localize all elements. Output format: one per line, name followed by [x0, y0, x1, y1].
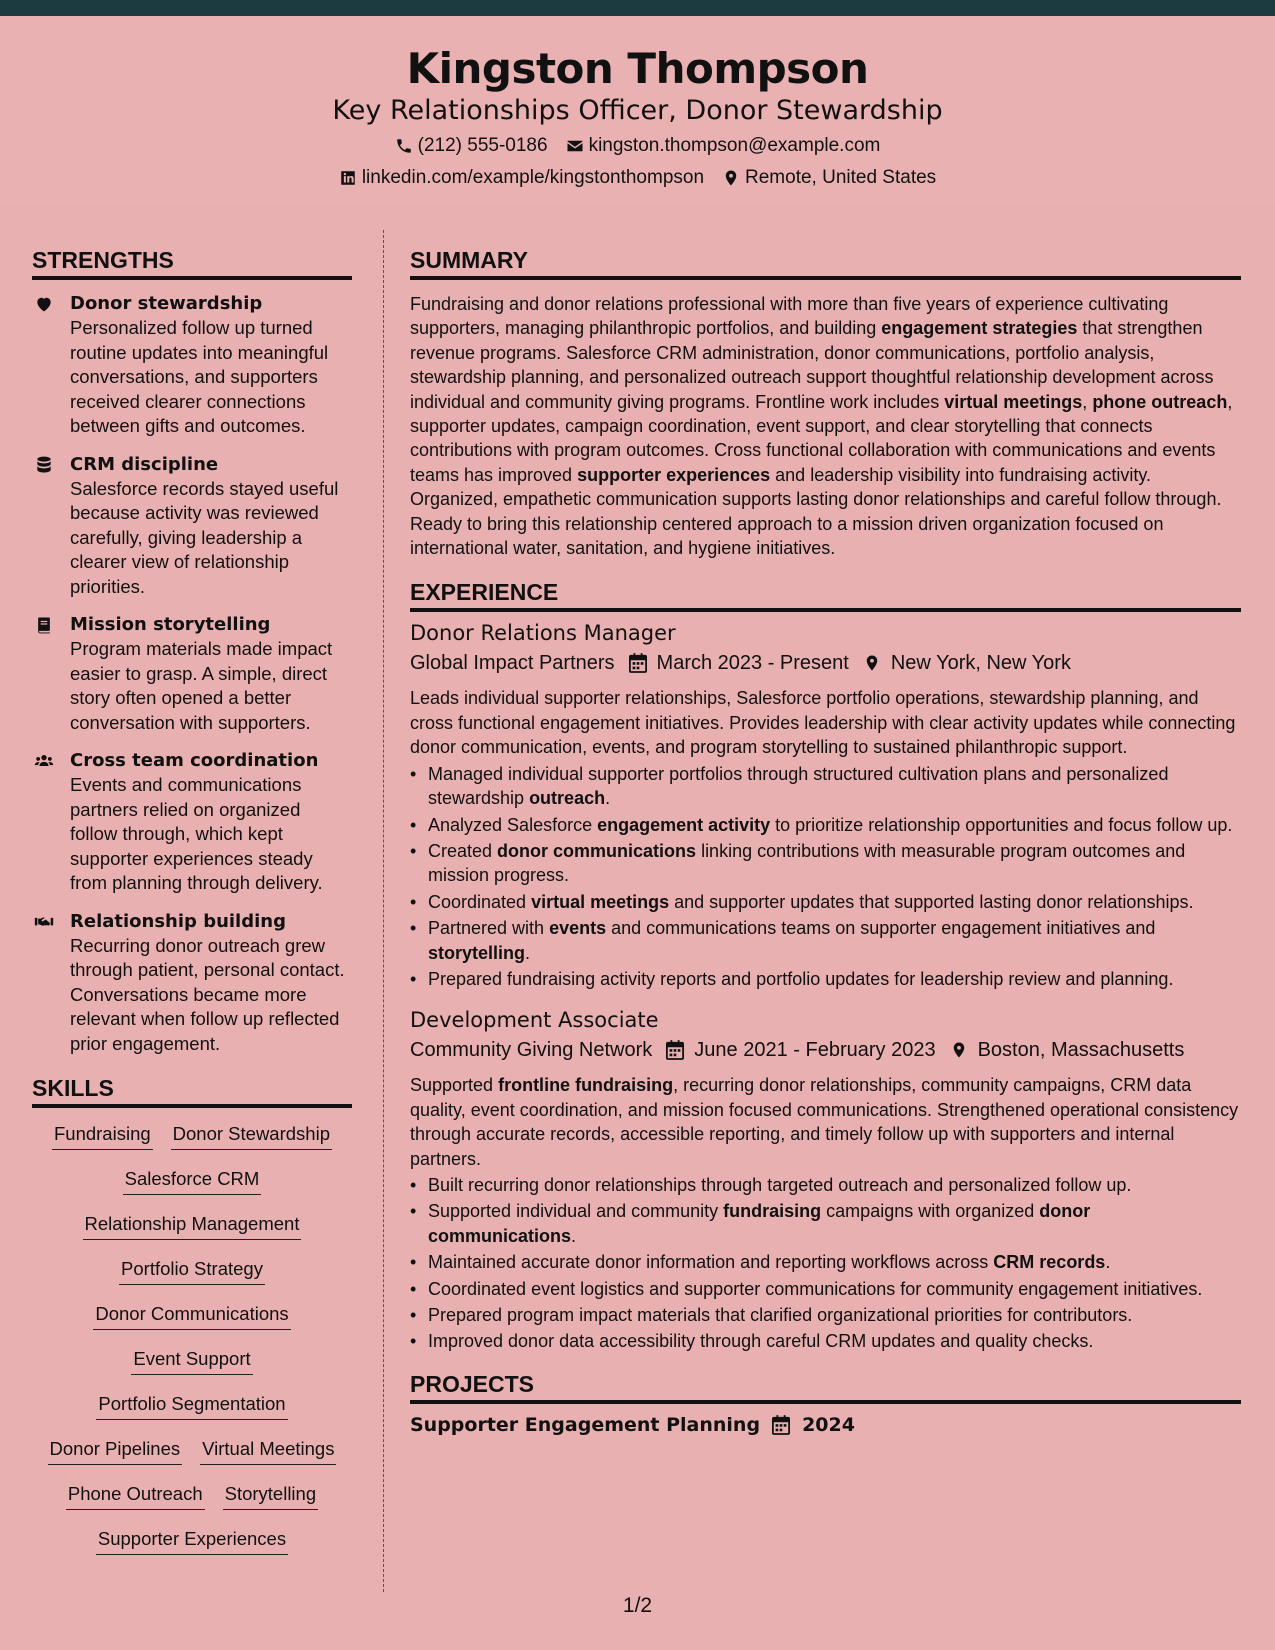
bold-text: supporter experiences — [577, 464, 771, 485]
text-run: , — [1082, 391, 1093, 412]
skill-row — [32, 1392, 352, 1420]
skill-tag: Phone Outreach — [66, 1482, 205, 1510]
text-run: Prepared program impact materials that clarified organizational priorities for contributors. — [428, 1305, 1133, 1325]
strength-item — [32, 910, 352, 1057]
bold-text: engagement strategies — [881, 318, 1078, 339]
skill-tag: Donor Communications — [93, 1302, 290, 1330]
text-run: Improved donor data accessibility through careful CRM updates and quality checks. — [428, 1331, 1094, 1352]
bold-text: donor communications — [428, 1201, 1091, 1246]
skill-tag: Portfolio Segmentation — [96, 1392, 287, 1420]
bullet-item — [410, 839, 1241, 888]
location-text: Remote, United States — [745, 167, 937, 188]
text-run: and leadership visibility into fundraising activity. Organized, empathetic communication supports lasting donor relationships and careful follow through. Ready to bring this relationship centered approach to a mission driven organization focused on international water, sanitation, and hygiene initiatives. — [410, 464, 1222, 559]
text-run: Managed individual supporter portfolios through structured cultivation plans and personalized stewardship — [428, 763, 1169, 809]
skill-row — [32, 1167, 352, 1195]
bullet-item — [410, 1250, 1241, 1274]
text-run: Prepared fundraising activity reports and portfolio updates for leadership review and planning. — [428, 968, 1174, 989]
bold-text: donor communications — [497, 840, 697, 861]
resume-header — [0, 16, 1275, 204]
project-entry — [410, 1410, 1241, 1440]
bold-text: fundraising — [723, 1201, 822, 1222]
skill-tag: Fundraising — [52, 1122, 153, 1150]
job-entry — [410, 618, 1241, 991]
skill-tag: Portfolio Strategy — [119, 1257, 265, 1285]
text-run: Coordinated — [428, 891, 532, 912]
projects-heading: PROJECTS — [410, 1368, 1241, 1404]
strength-desc: Recurring donor outreach grew through patient, personal contact. Conversations became more relevant when follow up reflected prior engagement. — [70, 934, 345, 1054]
skill-tag: Donor Stewardship — [171, 1122, 332, 1150]
strength-title: Cross team coordination — [70, 750, 319, 771]
strengths-heading: STRENGTHS — [32, 244, 352, 280]
skill-tag: Salesforce CRM — [123, 1167, 262, 1195]
handshake-icon — [34, 912, 54, 932]
bold-text: events — [549, 918, 607, 939]
bold-text: outreach — [529, 788, 606, 809]
bold-text: engagement activity — [597, 814, 771, 835]
text-run: linking contributions with measurable program outcomes and mission progress. — [428, 840, 1186, 886]
users-icon — [34, 751, 54, 771]
envelope-icon — [566, 137, 584, 155]
job-dates: March 2023 - Present — [656, 652, 849, 675]
job-company: Community Giving Network — [410, 1039, 653, 1062]
job-bullets — [410, 1173, 1241, 1354]
summary-text — [410, 292, 1241, 560]
skill-tag: Donor Pipelines — [48, 1437, 183, 1465]
contact-linkedin[interactable] — [339, 166, 704, 190]
summary-heading: SUMMARY — [410, 244, 1241, 280]
bullet-item — [410, 1199, 1241, 1248]
phone-icon — [395, 137, 413, 155]
project-title: Supporter Engagement Planning — [410, 1413, 761, 1436]
skill-tag: Relationship Management — [83, 1212, 302, 1240]
text-run: . — [605, 788, 611, 809]
column-divider — [383, 230, 384, 1592]
bold-text: virtual meetings — [531, 891, 670, 912]
text-run: Maintained accurate donor information and reporting workflows across — [428, 1252, 994, 1273]
book-icon — [34, 615, 54, 635]
heart-icon — [34, 294, 54, 314]
strength-title: CRM discipline — [70, 453, 219, 475]
strength-item — [32, 613, 352, 735]
strength-title: Relationship building — [70, 910, 286, 932]
text-run: , supporter updates, campaign coordination, event support, and clear storytelling that connects contributions with program outcomes. Cross functional collaboration with communications and events teams has improved — [410, 391, 1233, 485]
bullet-item — [410, 916, 1241, 965]
strength-title: Mission storytelling — [70, 614, 271, 635]
text-run: campaigns with organized — [821, 1201, 1040, 1222]
text-run: Coordinated event logistics and supporter communications for community engagement initiatives. — [428, 1278, 1203, 1299]
map-pin-icon — [863, 653, 881, 673]
job-title: Development Associate — [410, 1008, 659, 1033]
bold-text: phone outreach — [1092, 391, 1228, 412]
bullet-item — [410, 813, 1241, 837]
page-number: 1/2 — [622, 1594, 653, 1617]
right-column — [410, 244, 1241, 1440]
bold-text: storytelling — [428, 942, 526, 963]
strength-item — [32, 292, 352, 439]
skill-tag: Supporter Experiences — [96, 1527, 288, 1555]
skills-list — [32, 1122, 352, 1555]
job-description — [410, 686, 1241, 759]
text-run: and communications teams on supporter engagement initiatives and — [606, 918, 1156, 939]
bullet-item — [410, 762, 1241, 811]
job-meta — [410, 648, 1241, 678]
calendar-icon — [772, 1415, 790, 1435]
map-pin-icon — [950, 1040, 968, 1060]
text-run: Partnered with — [428, 918, 550, 939]
strength-desc: Personalized follow up turned routine updates into meaningful conversations, and supporters received clearer connections between gifts and outcomes. — [70, 317, 329, 436]
strength-desc: Salesforce records stayed useful because activity was reviewed carefully, giving leadership a clearer view of relationship priorities. — [70, 477, 339, 597]
linkedin-text: linkedin.com/example/kingstonthompson — [361, 167, 705, 188]
candidate-name: Kingston Thompson — [406, 44, 869, 93]
strength-title: Donor stewardship — [70, 293, 263, 314]
contact-location — [722, 166, 936, 190]
skill-tag: Event Support — [131, 1347, 252, 1375]
database-icon — [34, 455, 54, 475]
skill-tag: Storytelling — [223, 1482, 319, 1510]
contact-row-1 — [0, 134, 1275, 158]
job-location: New York, New York — [890, 652, 1071, 675]
text-run: and supporter updates that supported lasting donor relationships. — [669, 891, 1194, 912]
calendar-icon — [629, 653, 647, 673]
strength-item — [32, 453, 352, 600]
strength-desc: Events and communications partners relied on organized follow through, which kept supporter experiences steady from planning through delivery. — [70, 774, 323, 893]
email-text: kingston.thompson@example.com — [588, 135, 881, 156]
job-location: Boston, Massachusetts — [977, 1039, 1185, 1062]
bold-text: CRM records — [993, 1252, 1106, 1273]
skill-row — [32, 1302, 352, 1330]
strength-desc: Program materials made impact easier to grasp. A simple, direct story often opened a better conversation with supporters. — [70, 638, 333, 733]
left-column — [32, 244, 352, 1572]
bullet-item — [410, 1173, 1241, 1197]
skill-row — [32, 1347, 352, 1375]
text-run: . — [525, 942, 531, 963]
bullet-item — [410, 1277, 1241, 1301]
top-accent-bar — [0, 0, 1275, 16]
bold-text: frontline fundraising — [498, 1075, 674, 1096]
bullet-item — [410, 967, 1241, 991]
skill-tag: Virtual Meetings — [200, 1437, 336, 1465]
contact-phone[interactable] — [395, 134, 548, 158]
skill-row — [32, 1122, 352, 1150]
bullet-item — [410, 1303, 1241, 1327]
text-run: Leads individual supporter relationships, Salesforce portfolio operations, stewardship planning, and cross functional engagement initiatives. Provides leadership with clear activity updates while connecting donor communication, events, and program storytelling to sustained philanthropic support. — [410, 688, 1236, 758]
project-year: 2024 — [802, 1413, 855, 1436]
text-run: Created — [428, 840, 498, 861]
job-title: Donor Relations Manager — [410, 621, 676, 646]
text-run: that strengthen revenue programs. Salesforce CRM administration, donor communications, portfolio analysis, stewardship planning, and personalized outreach support thoughtful relationship development across individual and community giving programs. Frontline work includes — [410, 318, 1214, 412]
job-entry — [410, 1005, 1241, 1353]
linkedin-icon — [339, 169, 357, 187]
experience-heading: EXPERIENCE — [410, 576, 1241, 612]
skill-row — [32, 1212, 352, 1240]
candidate-title: Key Relationships Officer, Donor Stewardship — [332, 95, 943, 126]
text-run: . — [571, 1225, 577, 1246]
text-run: , recurring donor relationships, community campaigns, CRM data quality, event coordination, and mission focused communications. Strengthened operational consistency through accurate records, accessible reporting, and timely follow up with supporters and internal partners. — [410, 1075, 1239, 1169]
calendar-icon — [666, 1040, 684, 1060]
bold-text: virtual meetings — [944, 391, 1083, 412]
skill-row — [32, 1527, 352, 1555]
contact-row-2 — [0, 166, 1275, 190]
text-run: Built recurring donor relationships through targeted outreach and personalized follow up. — [428, 1174, 1132, 1195]
job-company: Global Impact Partners — [410, 652, 615, 675]
skill-row — [32, 1482, 352, 1510]
skill-row — [32, 1257, 352, 1285]
skill-row — [32, 1437, 352, 1465]
text-run: . — [1105, 1252, 1111, 1273]
strength-item — [32, 749, 352, 896]
text-run: to prioritize relationship opportunities and focus follow up. — [770, 814, 1233, 835]
map-pin-icon — [722, 169, 740, 187]
phone-text: (212) 555-0186 — [417, 135, 548, 156]
bullet-item — [410, 1329, 1241, 1353]
skills-heading: SKILLS — [32, 1072, 352, 1108]
job-bullets — [410, 762, 1241, 992]
job-meta — [410, 1035, 1241, 1065]
text-run: Analyzed Salesforce — [428, 814, 598, 835]
job-description — [410, 1073, 1241, 1171]
contact-email[interactable] — [566, 134, 881, 158]
text-run: Supported — [410, 1075, 499, 1096]
text-run: Supported individual and community — [428, 1201, 724, 1222]
text-run: Fundraising and donor relations professional with more than five years of experience cultivating supporters, managing philanthropic portfolios, and building — [410, 294, 1169, 339]
bullet-item — [410, 890, 1241, 914]
job-dates: June 2021 - February 2023 — [694, 1039, 936, 1062]
